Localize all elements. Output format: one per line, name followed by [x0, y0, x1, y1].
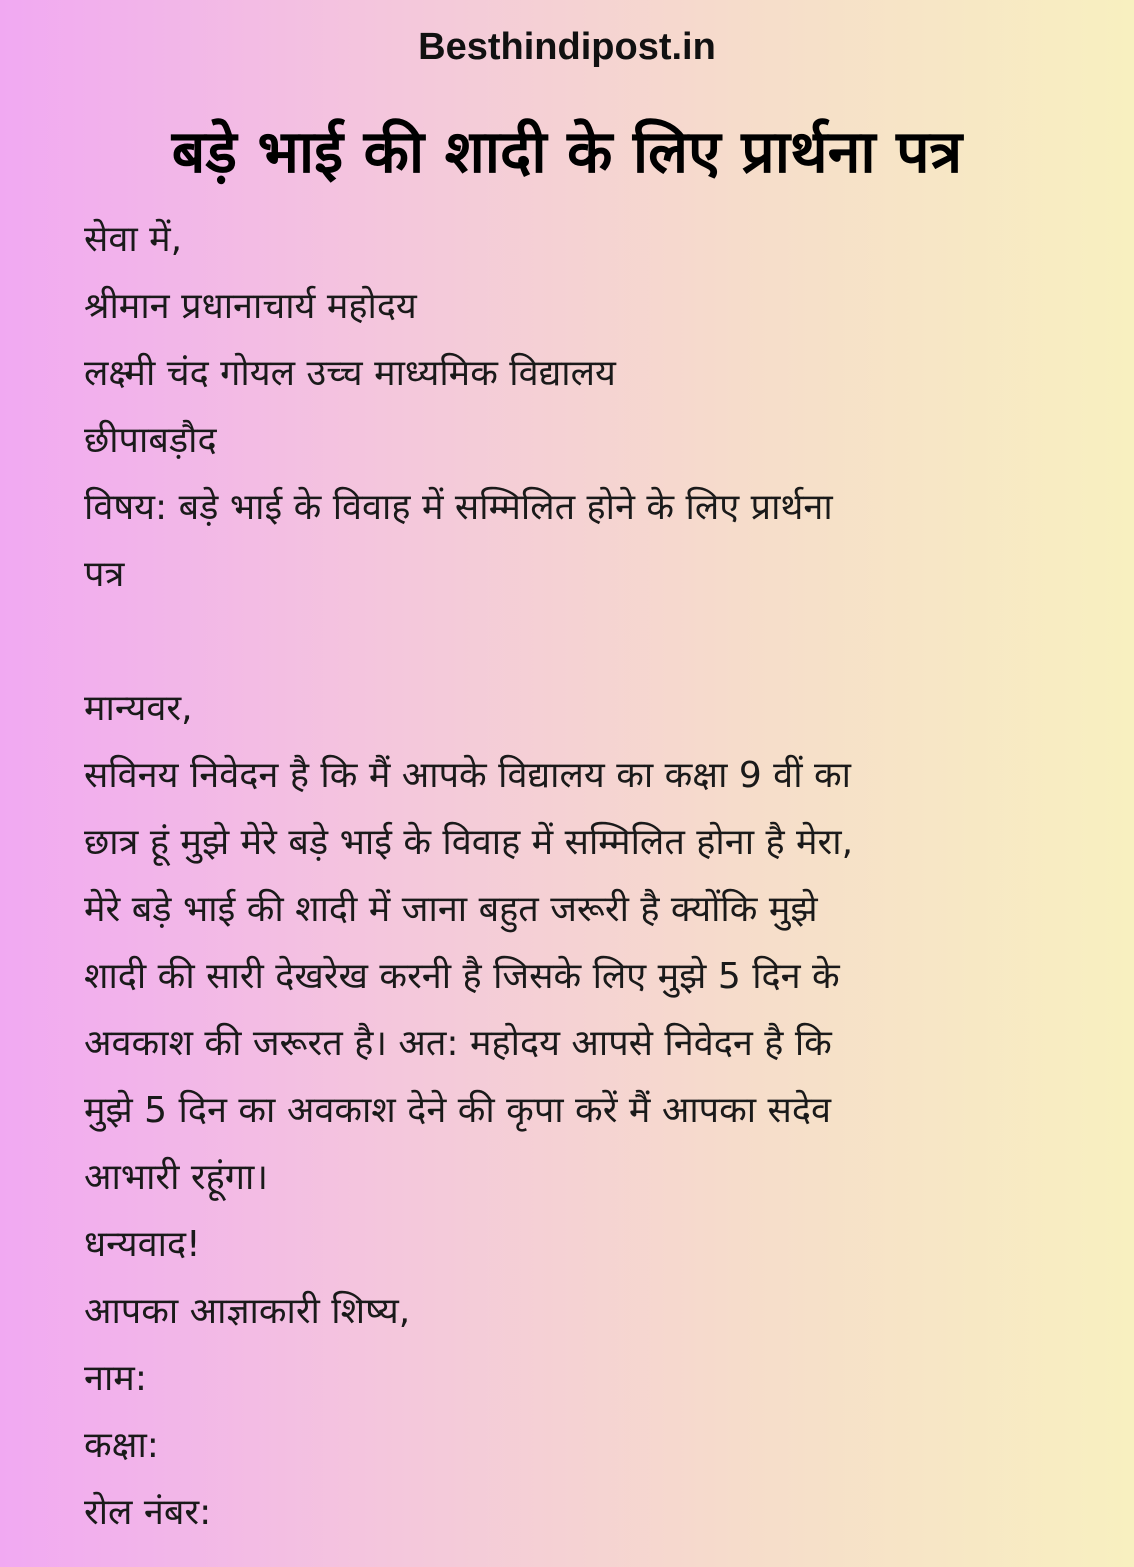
signoff-line: आपका आज्ञाकारी शिष्य,	[84, 1291, 411, 1332]
body-line: सविनय निवेदन है कि मैं आपके विद्यालय का कक्षा 9 वीं का	[84, 755, 851, 796]
greeting: मान्यवर,	[84, 688, 193, 729]
subject-line-1: विषय: बड़े भाई के विवाह में सम्मिलित होने के लिए प्रार्थना	[84, 487, 833, 528]
school-line: लक्ष्मी चंद गोयल उच्च माध्यमिक विद्यालय	[84, 353, 616, 394]
recipient-line: श्रीमान प्रधानाचार्य महोदय	[84, 286, 417, 327]
site-name: Besthindipost.in	[418, 26, 716, 68]
page-title: बड़े भाई की शादी के लिए प्रार्थना पत्र	[171, 117, 963, 186]
letter-body	[84, 206, 1059, 1546]
body-line: छात्र हूं मुझे मेरे बड़े भाई के विवाह में सम्मिलित होना है मेरा,	[84, 822, 854, 863]
body-line: अवकाश की जरूरत है। अत: महोदय आपसे निवेदन है कि	[84, 1023, 832, 1064]
name-label: नाम:	[84, 1358, 147, 1399]
body-line: मुझे 5 दिन का अवकाश देने की कृपा करें मैं आपका सदेव	[84, 1090, 831, 1131]
thanks-line: धन्यवाद!	[84, 1224, 201, 1265]
subject-line-2: पत्र	[84, 554, 125, 595]
class-label: कक्षा:	[84, 1425, 159, 1466]
roll-number-label: रोल नंबर:	[84, 1492, 212, 1533]
salutation-to: सेवा में,	[84, 219, 183, 260]
spacer	[84, 608, 1059, 675]
body-line: शादी की सारी देखरेख करनी है जिसके लिए मुझे 5 दिन के	[84, 956, 840, 997]
body-line: आभारी रहूंगा।	[84, 1157, 268, 1198]
place-line: छीपाबड़ौद	[84, 420, 217, 461]
body-line: मेरे बड़े भाई की शादी में जाना बहुत जरूरी है क्योंकि मुझे	[84, 889, 818, 930]
